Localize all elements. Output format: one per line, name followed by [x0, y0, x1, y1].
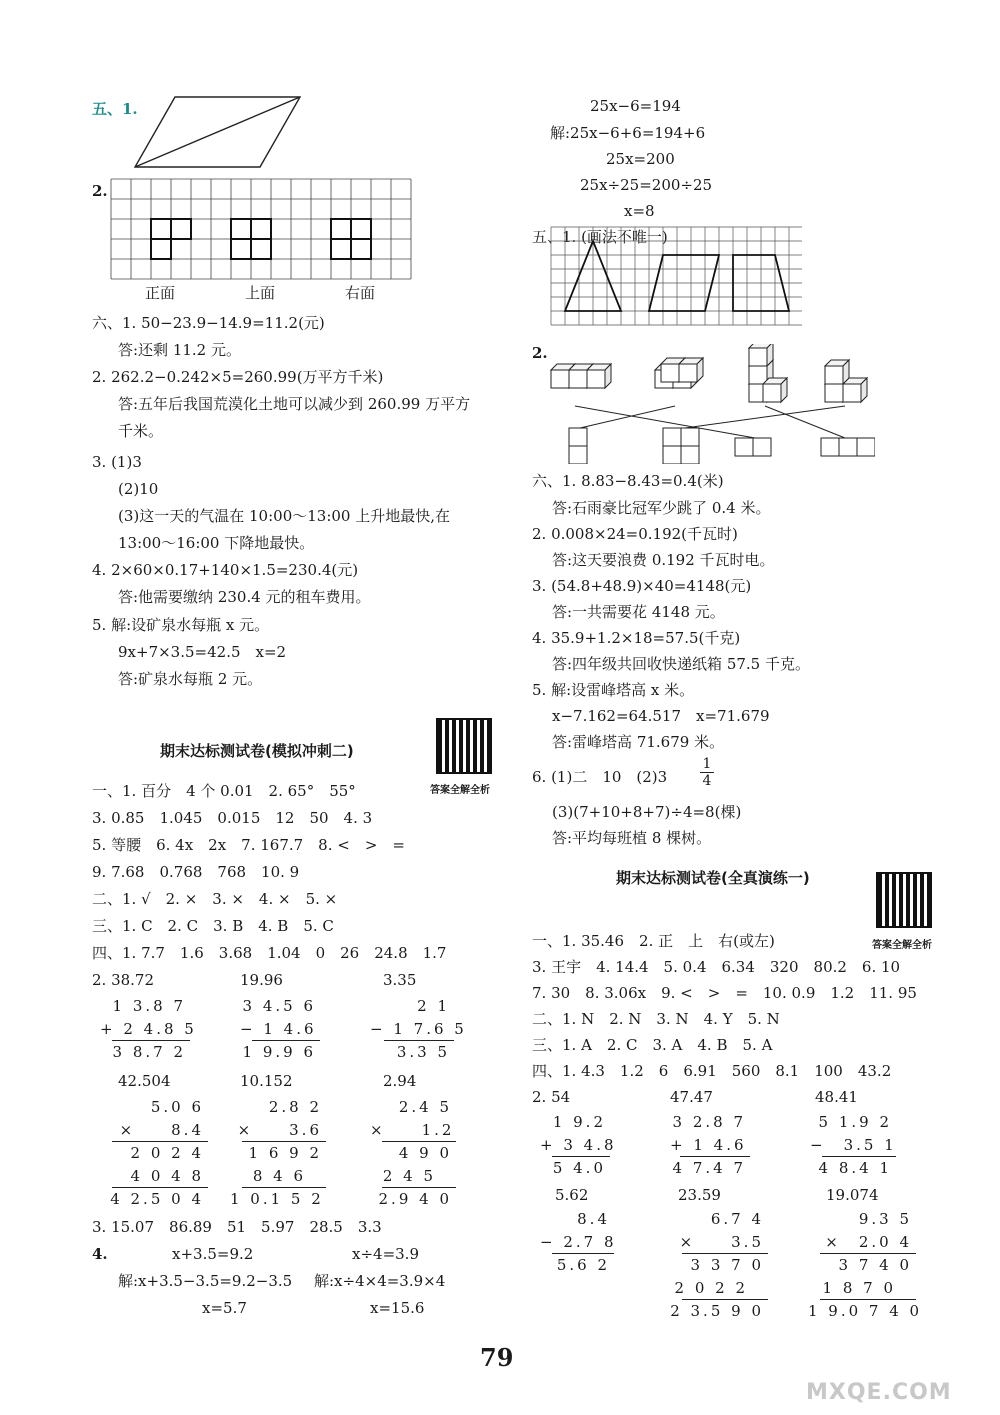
vc-line: × 3.5: [679, 1233, 764, 1251]
vc-line: 6.7 4: [710, 1210, 764, 1228]
text-line: 3. 15.07 86.89 51 5.97 28.5 3.3: [92, 1218, 382, 1236]
vc-line: 5.0 6: [150, 1098, 204, 1116]
vc-line: 1 8 7 0: [822, 1279, 896, 1297]
text-line: x=15.6: [370, 1299, 425, 1317]
vc-line: 2 4 5: [382, 1167, 436, 1185]
text-line: (3)(7+10+8+7)÷4=8(棵): [552, 803, 742, 821]
text-line: 答:矿泉水每瓶 2 元。: [118, 670, 263, 688]
vc-line: − 2.7 8: [540, 1233, 617, 1251]
text-line: 答:四年级共回收快递纸箱 57.5 千克。: [552, 655, 810, 673]
text-line: 二、1. √ 2. × 3. × 4. × 5. ×: [92, 890, 338, 908]
text-line: x=5.7: [202, 1299, 247, 1317]
vc-line: 2 0 2 2: [674, 1279, 748, 1297]
vc-line: 8 4 6: [252, 1167, 306, 1185]
vc-line: + 3 4.8: [540, 1136, 617, 1154]
vc-line: − 3.5 1: [810, 1136, 897, 1154]
vc-line: 3 7 4 0: [838, 1256, 912, 1274]
text-line: 解:25x−6+6=194+6: [550, 124, 706, 142]
vc-line: 4 0 4 8: [130, 1167, 204, 1185]
text-line: 2. 0.008×24=0.192(千瓦时): [532, 525, 738, 543]
text-line: 19.96: [240, 971, 283, 989]
vc-line: 1 9.9 6: [242, 1043, 316, 1061]
qr-code-icon[interactable]: [876, 872, 932, 928]
text-line: 5. 解:设矿泉水每瓶 x 元。: [92, 616, 270, 634]
watermark: MXQE.COM: [806, 1380, 952, 1405]
text-line: 答:他需要缴纳 230.4 元的租车费用。: [118, 588, 371, 606]
text-line: 一、1. 百分 4 个 0.01 2. 65° 55°: [92, 782, 356, 800]
text-line: 3.35: [383, 971, 417, 989]
fraction-numerator: 1: [702, 756, 712, 772]
text-line: 4.: [92, 1245, 108, 1263]
text-line: 四、1. 7.7 1.6 3.68 1.04 0 26 24.8 1.7: [92, 944, 447, 962]
vc-line: 2 0 2 4: [130, 1144, 204, 1162]
vc-line: 1 9.0 7 4 0: [808, 1302, 923, 1320]
parallelogram-figure: [130, 92, 305, 172]
vc-line: × 3.6: [237, 1121, 322, 1139]
text-line: 25x÷25=200÷25: [580, 176, 713, 194]
vc-line: − 1 7.6 5: [370, 1020, 467, 1038]
text-line: 13:00～16:00 下降地最快。: [118, 534, 315, 552]
vc-line: 4 7.4 7: [672, 1159, 746, 1177]
vc-line: 3.3 5: [396, 1043, 450, 1061]
text-line: 答:这天要浪费 0.192 千瓦时电。: [552, 551, 775, 569]
text-line: 9. 7.68 0.768 768 10. 9: [92, 863, 300, 881]
vc-line: × 1.2: [370, 1121, 455, 1139]
vc-line: 3 2.8 7: [672, 1113, 746, 1131]
text-line: 答:石雨豪比冠军少跳了 0.4 米。: [552, 499, 771, 517]
vc-line: 5 1.9 2: [818, 1113, 892, 1131]
text-line: 3. 0.85 1.045 0.015 12 50 4. 3: [92, 809, 373, 827]
vc-line: 3 4.5 6: [242, 997, 316, 1015]
text-line: 3. 王宇 4. 14.4 5. 0.4 6.34 320 80.2 6. 10: [532, 958, 901, 976]
text-line: (3)这一天的气温在 10:00～13:00 上升地最快,在: [118, 507, 451, 525]
text-line: 六、1. 50−23.9−14.9=11.2(元): [92, 314, 325, 332]
text-line: 答:还剩 11.2 元。: [118, 341, 241, 359]
text-line: 一、1. 35.46 2. 正 上 右(或左): [532, 932, 775, 950]
text-line: 2. 262.2−0.242×5=260.99(万平方千米): [92, 368, 384, 386]
text-line: 25x−6=194: [590, 97, 681, 115]
q2-label: 2.: [532, 344, 548, 362]
vc-line: 1 0.1 5 2: [230, 1190, 324, 1208]
text-line: (2)10: [118, 480, 159, 498]
text-line: 4. 2×60×0.17+140×1.5=230.4(元): [92, 561, 359, 579]
vc-line: 3 3 7 0: [690, 1256, 764, 1274]
vc-line: 1 6 9 2: [248, 1144, 322, 1162]
text-line: 3. (54.8+48.9)×40=4148(元): [532, 577, 752, 595]
text-line: 千米。: [118, 422, 164, 440]
text-line: 5.62: [555, 1186, 589, 1204]
vc-line: 2.4 5: [398, 1098, 452, 1116]
view-grid: [110, 178, 412, 282]
vc-line: 4 9 0: [398, 1144, 452, 1162]
vc-line: 3 8.7 2: [112, 1043, 186, 1061]
text-line: 23.59: [678, 1186, 721, 1204]
qr-label: 答案全解全析: [872, 940, 932, 951]
vc-line: 5 4.0: [552, 1159, 606, 1177]
vc-line: 5.6 2: [556, 1256, 610, 1274]
grid-label-right: 右面: [345, 284, 376, 302]
text-line: x+3.5=9.2: [172, 1245, 254, 1263]
vc-line: 1 9.2: [552, 1113, 606, 1131]
text-line: 19.074: [826, 1186, 879, 1204]
text-line: 3. (1)3: [92, 453, 142, 471]
text-line: 六、1. 8.83−8.43=0.4(米): [532, 472, 724, 490]
text-line: 47.47: [670, 1088, 713, 1106]
text-line: 答:五年后我国荒漠化土地可以减少到 260.99 万平方: [118, 395, 471, 413]
qr-label: 答案全解全析: [430, 785, 490, 796]
text-line: 答:平均每班植 8 棵树。: [552, 829, 712, 847]
test-title-left: 期末达标测试卷(模拟冲刺二): [160, 742, 354, 760]
cube-matching-figure: [545, 344, 875, 464]
vc-line: − 1 4.6: [240, 1020, 317, 1038]
text-line: 解:x+3.5−3.5=9.2−3.5: [118, 1272, 293, 1290]
fraction: [700, 756, 714, 789]
vc-line: 9.3 5: [858, 1210, 912, 1228]
text-line: 答:一共需要花 4148 元。: [552, 603, 725, 621]
text-line: x=8: [624, 202, 655, 220]
shape-grid: [550, 226, 802, 334]
vc-line: × 8.4: [119, 1121, 204, 1139]
text-line: 9x+7×3.5=42.5 x=2: [118, 643, 287, 661]
text-line: x−7.162=64.517 x=71.679: [552, 707, 770, 725]
text-line: 解:x÷4×4=3.9×4: [314, 1272, 446, 1290]
section-5-label: 五、1.: [92, 100, 138, 118]
text-line: 2. 54: [532, 1088, 571, 1106]
vc-line: 2 1: [417, 997, 450, 1015]
vc-line: + 1 4.6: [670, 1136, 747, 1154]
text-line: 二、1. N 2. N 3. N 4. Y 5. N: [532, 1010, 780, 1028]
text-line: 25x=200: [606, 150, 675, 168]
text-line: x÷4=3.9: [352, 1245, 419, 1263]
text-line: 5. 解:设雷峰塔高 x 米。: [532, 681, 695, 699]
text-line: 5. 等腰 6. 4x 2x 7. 167.7 8. < > =: [92, 836, 405, 854]
qr-code-icon[interactable]: [436, 718, 492, 774]
text-line: 三、1. A 2. C 3. A 4. B 5. A: [532, 1036, 773, 1054]
fraction-denominator: 4: [702, 773, 712, 789]
text-line: 2. 38.72: [92, 971, 155, 989]
text-line: 42.504: [118, 1072, 171, 1090]
text-line: 三、1. C 2. C 3. B 4. B 5. C: [92, 917, 334, 935]
vc-line: 2.8 2: [268, 1098, 322, 1116]
vc-line: 1 3.8 7: [112, 997, 186, 1015]
text-line: 2.94: [383, 1072, 417, 1090]
right-section-5: 五、1. (画法不唯一): [532, 228, 668, 246]
vc-line: 8.4: [577, 1210, 610, 1228]
text-line: 四、1. 4.3 1.2 6 6.91 560 8.1 100 43.2: [532, 1062, 892, 1080]
test-title-right: 期末达标测试卷(全真演练一): [616, 869, 810, 887]
vc-line: 4 8.4 1: [818, 1159, 892, 1177]
text-line: 答:雷峰塔高 71.679 米。: [552, 733, 725, 751]
grid-label-top: 上面: [245, 284, 276, 302]
text-line: 7. 30 8. 3.06x 9. < > = 10. 0.9 1.2 11. 95: [532, 984, 917, 1002]
vc-line: + 2 4.8 5: [100, 1020, 197, 1038]
text-line: 6. (1)二 10 (2)3: [532, 768, 668, 786]
vc-line: 4 2.5 0 4: [110, 1190, 204, 1208]
text-line: 10.152: [240, 1072, 293, 1090]
q2-label: 2.: [92, 182, 108, 200]
text-line: 4. 35.9+1.2×18=57.5(千克): [532, 629, 741, 647]
text-line: 48.41: [815, 1088, 858, 1106]
vc-line: 2.9 4 0: [378, 1190, 452, 1208]
grid-label-front: 正面: [145, 284, 176, 302]
vc-line: 2 3.5 9 0: [670, 1302, 764, 1320]
vc-line: × 2.0 4: [825, 1233, 912, 1251]
page-number: 79: [480, 1343, 514, 1372]
